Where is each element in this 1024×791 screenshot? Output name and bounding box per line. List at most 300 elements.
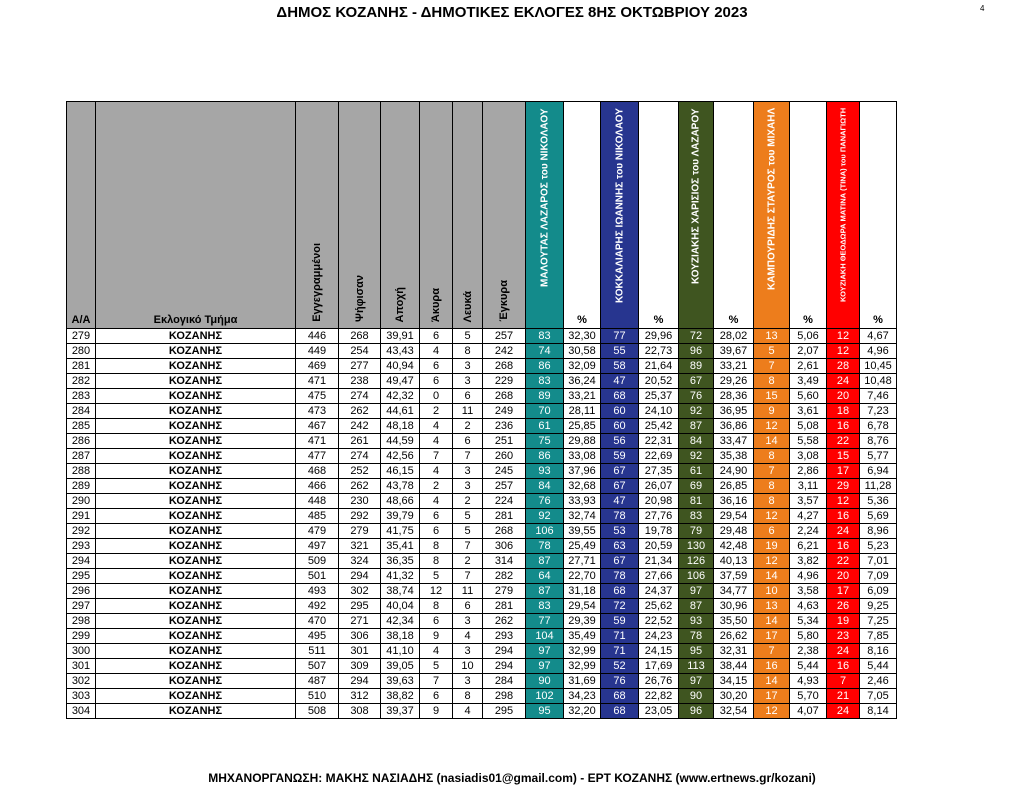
cell-registered: 471 <box>296 434 339 449</box>
cell-abstention: 46,15 <box>381 464 420 479</box>
cell-invalid: 4 <box>420 344 453 359</box>
cell-cand4-votes: 13 <box>754 329 790 344</box>
cell-invalid: 4 <box>420 464 453 479</box>
cell-invalid: 12 <box>420 584 453 599</box>
cell-cand2-votes: 67 <box>601 479 639 494</box>
cell-cand4-pct: 2,38 <box>790 644 827 659</box>
cell-valid: 257 <box>483 479 526 494</box>
header-valid: Έγκυρα <box>483 102 526 329</box>
cell-cand1-votes: 97 <box>526 644 564 659</box>
cell-registered: 467 <box>296 419 339 434</box>
cell-cand5-pct: 10,48 <box>860 374 897 389</box>
cell-cand4-pct: 3,11 <box>790 479 827 494</box>
cell-cand2-pct: 27,66 <box>639 569 679 584</box>
cell-cand3-pct: 32,54 <box>714 704 754 719</box>
cell-invalid: 2 <box>420 404 453 419</box>
cell-cand1-pct: 29,88 <box>564 434 601 449</box>
table-row <box>67 674 897 689</box>
cell-cand1-pct: 33,21 <box>564 389 601 404</box>
cell-cand4-pct: 4,07 <box>790 704 827 719</box>
cell-blank: 5 <box>453 329 483 344</box>
cell-cand5-votes: 16 <box>827 419 860 434</box>
cell-cand1-pct: 22,70 <box>564 569 601 584</box>
cell-abstention: 41,32 <box>381 569 420 584</box>
cell-cand1-votes: 84 <box>526 479 564 494</box>
table-row <box>67 689 897 704</box>
cell-cand3-votes: 69 <box>679 479 714 494</box>
cell-aa: 293 <box>67 539 96 554</box>
cell-cand4-pct: 3,57 <box>790 494 827 509</box>
cell-cand4-pct: 2,61 <box>790 359 827 374</box>
header-candidate-3: ΚΟΥΖΙΑΚΗΣ ΧΑΡΙΣΙΟΣ του ΛΑΖΑΡΟΥ <box>679 102 714 329</box>
cell-cand4-votes: 10 <box>754 584 790 599</box>
cell-invalid: 6 <box>420 614 453 629</box>
cell-cand2-votes: 67 <box>601 554 639 569</box>
cell-cand5-pct: 8,14 <box>860 704 897 719</box>
cell-section: ΚΟΖΑΝΗΣ <box>96 434 296 449</box>
cell-cand1-votes: 78 <box>526 539 564 554</box>
cell-voted: 254 <box>339 344 381 359</box>
cell-cand1-votes: 87 <box>526 554 564 569</box>
cell-cand2-pct: 22,69 <box>639 449 679 464</box>
cell-cand4-pct: 3,82 <box>790 554 827 569</box>
cell-cand3-votes: 126 <box>679 554 714 569</box>
cell-valid: 293 <box>483 629 526 644</box>
header-candidate-1: ΜΑΛΟΥΤΑΣ ΛΑΖΑΡΟΣ του ΝΙΚΟΛΑΟΥ <box>526 102 564 329</box>
cell-voted: 294 <box>339 569 381 584</box>
cell-cand5-pct: 4,96 <box>860 344 897 359</box>
cell-abstention: 42,56 <box>381 449 420 464</box>
cell-section: ΚΟΖΑΝΗΣ <box>96 599 296 614</box>
cell-registered: 501 <box>296 569 339 584</box>
cell-cand4-votes: 14 <box>754 569 790 584</box>
cell-aa: 285 <box>67 419 96 434</box>
cell-cand2-votes: 67 <box>601 464 639 479</box>
cell-cand1-votes: 97 <box>526 659 564 674</box>
cell-cand5-votes: 23 <box>827 629 860 644</box>
cell-cand4-pct: 5,58 <box>790 434 827 449</box>
cell-cand5-pct: 7,09 <box>860 569 897 584</box>
cell-cand3-pct: 37,59 <box>714 569 754 584</box>
cell-valid: 281 <box>483 599 526 614</box>
cell-abstention: 39,79 <box>381 509 420 524</box>
cell-cand5-pct: 8,76 <box>860 434 897 449</box>
cell-blank: 5 <box>453 524 483 539</box>
cell-cand2-pct: 24,10 <box>639 404 679 419</box>
cell-cand2-pct: 19,78 <box>639 524 679 539</box>
cell-cand3-pct: 30,96 <box>714 599 754 614</box>
cell-cand2-votes: 53 <box>601 524 639 539</box>
cell-invalid: 6 <box>420 689 453 704</box>
cell-blank: 4 <box>453 704 483 719</box>
header-voted: Ψήφισαν <box>339 102 381 329</box>
cell-cand3-votes: 93 <box>679 614 714 629</box>
cell-aa: 289 <box>67 479 96 494</box>
cell-cand2-pct: 20,98 <box>639 494 679 509</box>
cell-voted: 262 <box>339 404 381 419</box>
cell-abstention: 43,78 <box>381 479 420 494</box>
cell-abstention: 39,05 <box>381 659 420 674</box>
page-number: 4 <box>980 4 985 13</box>
cell-cand3-votes: 92 <box>679 404 714 419</box>
cell-section: ΚΟΖΑΝΗΣ <box>96 374 296 389</box>
cell-cand3-votes: 90 <box>679 689 714 704</box>
cell-section: ΚΟΖΑΝΗΣ <box>96 704 296 719</box>
cell-valid: 298 <box>483 689 526 704</box>
cell-cand1-votes: 90 <box>526 674 564 689</box>
cell-cand3-pct: 30,20 <box>714 689 754 704</box>
cell-aa: 286 <box>67 434 96 449</box>
cell-cand5-pct: 7,23 <box>860 404 897 419</box>
table-row <box>67 509 897 524</box>
cell-abstention: 42,34 <box>381 614 420 629</box>
cell-section: ΚΟΖΑΝΗΣ <box>96 644 296 659</box>
cell-cand3-votes: 72 <box>679 329 714 344</box>
header-candidate-4: ΚΑΜΠΟΥΡΙΔΗΣ ΣΤΑΥΡΟΣ του ΜΙΧΑΗΛ <box>754 102 790 329</box>
cell-cand4-pct: 4,27 <box>790 509 827 524</box>
cell-cand1-votes: 77 <box>526 614 564 629</box>
table-row <box>67 629 897 644</box>
cell-cand2-pct: 25,42 <box>639 419 679 434</box>
cell-cand3-pct: 26,62 <box>714 629 754 644</box>
cell-cand1-votes: 102 <box>526 689 564 704</box>
cell-registered: 466 <box>296 479 339 494</box>
cell-cand3-votes: 76 <box>679 389 714 404</box>
cell-cand3-pct: 34,77 <box>714 584 754 599</box>
cell-cand5-votes: 22 <box>827 554 860 569</box>
cell-cand4-pct: 5,34 <box>790 614 827 629</box>
cell-abstention: 39,63 <box>381 674 420 689</box>
cell-aa: 283 <box>67 389 96 404</box>
cell-cand4-pct: 3,61 <box>790 404 827 419</box>
cell-invalid: 8 <box>420 539 453 554</box>
cell-registered: 471 <box>296 374 339 389</box>
table-row <box>67 584 897 599</box>
cell-cand1-pct: 32,99 <box>564 644 601 659</box>
cell-cand5-votes: 17 <box>827 464 860 479</box>
cell-blank: 3 <box>453 614 483 629</box>
cell-cand2-votes: 63 <box>601 539 639 554</box>
cell-cand2-pct: 20,59 <box>639 539 679 554</box>
cell-registered: 449 <box>296 344 339 359</box>
cell-section: ΚΟΖΑΝΗΣ <box>96 674 296 689</box>
cell-cand5-pct: 8,16 <box>860 644 897 659</box>
table-row <box>67 404 897 419</box>
cell-valid: 229 <box>483 374 526 389</box>
cell-cand5-pct: 5,36 <box>860 494 897 509</box>
cell-valid: 249 <box>483 404 526 419</box>
cell-voted: 274 <box>339 389 381 404</box>
cell-valid: 236 <box>483 419 526 434</box>
cell-cand5-votes: 17 <box>827 584 860 599</box>
cell-valid: 268 <box>483 524 526 539</box>
table-row <box>67 434 897 449</box>
header-blank: Λευκά <box>453 102 483 329</box>
cell-registered: 446 <box>296 329 339 344</box>
cell-valid: 282 <box>483 569 526 584</box>
cell-cand5-votes: 16 <box>827 659 860 674</box>
cell-cand3-pct: 36,16 <box>714 494 754 509</box>
cell-cand1-votes: 83 <box>526 599 564 614</box>
cell-cand5-pct: 4,67 <box>860 329 897 344</box>
cell-abstention: 44,61 <box>381 404 420 419</box>
page-title: ΔΗΜΟΣ ΚΟΖΑΝΗΣ - ΔΗΜΟΤΙΚΕΣ ΕΚΛΟΓΕΣ 8ΗΣ ΟΚΤΩΒΡΙΟΥ 2023 <box>276 4 748 21</box>
cell-invalid: 4 <box>420 419 453 434</box>
cell-cand3-pct: 32,31 <box>714 644 754 659</box>
cell-cand3-pct: 28,02 <box>714 329 754 344</box>
cell-cand5-votes: 20 <box>827 569 860 584</box>
cell-cand4-votes: 14 <box>754 674 790 689</box>
cell-abstention: 40,04 <box>381 599 420 614</box>
cell-cand1-votes: 76 <box>526 494 564 509</box>
cell-blank: 3 <box>453 674 483 689</box>
cell-aa: 303 <box>67 689 96 704</box>
cell-invalid: 6 <box>420 329 453 344</box>
table-row <box>67 539 897 554</box>
cell-voted: 274 <box>339 449 381 464</box>
cell-cand3-votes: 83 <box>679 509 714 524</box>
cell-cand3-votes: 61 <box>679 464 714 479</box>
table-row <box>67 344 897 359</box>
cell-cand5-pct: 6,09 <box>860 584 897 599</box>
cell-voted: 324 <box>339 554 381 569</box>
cell-cand5-votes: 29 <box>827 479 860 494</box>
cell-abstention: 36,35 <box>381 554 420 569</box>
cell-abstention: 38,74 <box>381 584 420 599</box>
cell-invalid: 4 <box>420 644 453 659</box>
cell-cand2-pct: 23,05 <box>639 704 679 719</box>
cell-cand2-pct: 21,34 <box>639 554 679 569</box>
cell-cand2-pct: 26,07 <box>639 479 679 494</box>
header-candidate-2: ΚΟΚΚΑΛΙΑΡΗΣ ΙΩΑΝΝΗΣ του ΝΙΚΟΛΑΟΥ <box>601 102 639 329</box>
cell-cand3-votes: 92 <box>679 449 714 464</box>
cell-cand5-votes: 20 <box>827 389 860 404</box>
cell-invalid: 7 <box>420 449 453 464</box>
cell-cand4-votes: 8 <box>754 374 790 389</box>
cell-blank: 3 <box>453 359 483 374</box>
cell-valid: 281 <box>483 509 526 524</box>
cell-cand2-pct: 24,15 <box>639 644 679 659</box>
cell-cand3-pct: 29,54 <box>714 509 754 524</box>
cell-cand5-votes: 16 <box>827 539 860 554</box>
cell-cand3-pct: 42,48 <box>714 539 754 554</box>
cell-cand4-pct: 3,49 <box>790 374 827 389</box>
cell-abstention: 35,41 <box>381 539 420 554</box>
cell-blank: 8 <box>453 344 483 359</box>
cell-section: ΚΟΖΑΝΗΣ <box>96 554 296 569</box>
cell-registered: 507 <box>296 659 339 674</box>
cell-cand2-votes: 59 <box>601 449 639 464</box>
cell-voted: 230 <box>339 494 381 509</box>
table-row <box>67 419 897 434</box>
cell-cand1-votes: 61 <box>526 419 564 434</box>
cell-cand1-pct: 32,09 <box>564 359 601 374</box>
cell-cand1-votes: 83 <box>526 329 564 344</box>
cell-cand5-pct: 7,01 <box>860 554 897 569</box>
cell-cand5-pct: 5,44 <box>860 659 897 674</box>
cell-cand3-pct: 33,21 <box>714 359 754 374</box>
cell-cand4-votes: 17 <box>754 629 790 644</box>
cell-voted: 294 <box>339 674 381 689</box>
cell-section: ΚΟΖΑΝΗΣ <box>96 584 296 599</box>
cell-section: ΚΟΖΑΝΗΣ <box>96 614 296 629</box>
header-pct-4: % <box>790 102 827 329</box>
cell-section: ΚΟΖΑΝΗΣ <box>96 464 296 479</box>
cell-aa: 304 <box>67 704 96 719</box>
cell-section: ΚΟΖΑΝΗΣ <box>96 494 296 509</box>
table-row <box>67 479 897 494</box>
cell-section: ΚΟΖΑΝΗΣ <box>96 689 296 704</box>
cell-cand2-votes: 60 <box>601 419 639 434</box>
cell-cand4-pct: 2,07 <box>790 344 827 359</box>
cell-voted: 321 <box>339 539 381 554</box>
cell-cand3-votes: 87 <box>679 599 714 614</box>
cell-invalid: 8 <box>420 599 453 614</box>
cell-cand5-pct: 10,45 <box>860 359 897 374</box>
cell-registered: 508 <box>296 704 339 719</box>
cell-invalid: 5 <box>420 569 453 584</box>
cell-invalid: 6 <box>420 374 453 389</box>
cell-cand5-pct: 8,96 <box>860 524 897 539</box>
header-invalid: Άκυρα <box>420 102 453 329</box>
cell-voted: 301 <box>339 644 381 659</box>
header-pct-2: % <box>639 102 679 329</box>
cell-cand4-votes: 12 <box>754 419 790 434</box>
cell-registered: 477 <box>296 449 339 464</box>
cell-blank: 3 <box>453 479 483 494</box>
cell-abstention: 38,82 <box>381 689 420 704</box>
cell-aa: 288 <box>67 464 96 479</box>
cell-cand2-votes: 72 <box>601 599 639 614</box>
cell-registered: 469 <box>296 359 339 374</box>
table-row <box>67 374 897 389</box>
cell-abstention: 41,10 <box>381 644 420 659</box>
cell-invalid: 7 <box>420 674 453 689</box>
cell-abstention: 42,32 <box>381 389 420 404</box>
cell-invalid: 4 <box>420 434 453 449</box>
cell-cand2-votes: 58 <box>601 359 639 374</box>
cell-cand4-votes: 7 <box>754 464 790 479</box>
cell-cand4-votes: 5 <box>754 344 790 359</box>
table-row <box>67 644 897 659</box>
header-pct-1: % <box>564 102 601 329</box>
cell-registered: 510 <box>296 689 339 704</box>
cell-cand3-pct: 29,48 <box>714 524 754 539</box>
cell-cand4-pct: 6,21 <box>790 539 827 554</box>
cell-cand5-votes: 24 <box>827 524 860 539</box>
cell-invalid: 9 <box>420 629 453 644</box>
cell-invalid: 8 <box>420 554 453 569</box>
cell-abstention: 44,59 <box>381 434 420 449</box>
cell-cand4-pct: 2,24 <box>790 524 827 539</box>
cell-cand4-pct: 3,08 <box>790 449 827 464</box>
cell-cand2-votes: 47 <box>601 494 639 509</box>
cell-cand3-votes: 87 <box>679 419 714 434</box>
cell-valid: 257 <box>483 329 526 344</box>
cell-aa: 279 <box>67 329 96 344</box>
table-row <box>67 569 897 584</box>
cell-cand4-votes: 8 <box>754 479 790 494</box>
cell-cand3-pct: 26,85 <box>714 479 754 494</box>
cell-cand2-votes: 60 <box>601 404 639 419</box>
cell-cand4-votes: 14 <box>754 434 790 449</box>
cell-cand4-votes: 8 <box>754 449 790 464</box>
cell-voted: 268 <box>339 329 381 344</box>
cell-cand1-votes: 106 <box>526 524 564 539</box>
table-row <box>67 704 897 719</box>
cell-invalid: 4 <box>420 494 453 509</box>
cell-cand3-pct: 38,44 <box>714 659 754 674</box>
cell-cand1-votes: 89 <box>526 389 564 404</box>
header-aa: Α/Α <box>67 102 96 329</box>
cell-cand1-pct: 34,23 <box>564 689 601 704</box>
cell-cand1-votes: 104 <box>526 629 564 644</box>
cell-cand4-votes: 15 <box>754 389 790 404</box>
cell-cand3-votes: 113 <box>679 659 714 674</box>
cell-aa: 287 <box>67 449 96 464</box>
cell-section: ΚΟΖΑΝΗΣ <box>96 329 296 344</box>
cell-cand4-pct: 5,70 <box>790 689 827 704</box>
cell-cand1-votes: 86 <box>526 449 564 464</box>
cell-cand2-votes: 71 <box>601 644 639 659</box>
cell-cand3-pct: 35,38 <box>714 449 754 464</box>
cell-cand4-votes: 7 <box>754 359 790 374</box>
cell-cand2-votes: 59 <box>601 614 639 629</box>
cell-voted: 271 <box>339 614 381 629</box>
cell-cand2-votes: 68 <box>601 389 639 404</box>
cell-cand1-votes: 70 <box>526 404 564 419</box>
cell-voted: 312 <box>339 689 381 704</box>
cell-valid: 294 <box>483 644 526 659</box>
cell-aa: 281 <box>67 359 96 374</box>
cell-invalid: 6 <box>420 509 453 524</box>
cell-cand1-votes: 83 <box>526 374 564 389</box>
cell-invalid: 2 <box>420 479 453 494</box>
table-row <box>67 524 897 539</box>
cell-cand1-pct: 29,54 <box>564 599 601 614</box>
cell-cand3-votes: 130 <box>679 539 714 554</box>
cell-cand5-votes: 24 <box>827 374 860 389</box>
cell-cand4-pct: 5,06 <box>790 329 827 344</box>
cell-section: ΚΟΖΑΝΗΣ <box>96 404 296 419</box>
cell-cand2-votes: 68 <box>601 704 639 719</box>
cell-blank: 3 <box>453 464 483 479</box>
cell-registered: 509 <box>296 554 339 569</box>
cell-abstention: 43,43 <box>381 344 420 359</box>
cell-invalid: 6 <box>420 359 453 374</box>
results-table <box>66 101 897 719</box>
cell-cand4-votes: 13 <box>754 599 790 614</box>
cell-cand1-pct: 31,18 <box>564 584 601 599</box>
cell-blank: 3 <box>453 644 483 659</box>
cell-blank: 6 <box>453 599 483 614</box>
cell-aa: 292 <box>67 524 96 539</box>
cell-aa: 299 <box>67 629 96 644</box>
cell-invalid: 6 <box>420 524 453 539</box>
cell-abstention: 40,94 <box>381 359 420 374</box>
cell-cand2-pct: 17,69 <box>639 659 679 674</box>
cell-section: ΚΟΖΑΝΗΣ <box>96 419 296 434</box>
header-candidate-5: ΚΟΥΖΙΑΚΗ ΘΕΟΔΩΡΑ ΜΑΤΙΝΑ (ΤΙΝΑ) του ΠΑΝΑΓΙΩΤΗ <box>827 102 860 329</box>
cell-cand4-votes: 16 <box>754 659 790 674</box>
cell-registered: 485 <box>296 509 339 524</box>
cell-cand5-pct: 6,78 <box>860 419 897 434</box>
cell-valid: 260 <box>483 449 526 464</box>
cell-section: ΚΟΖΑΝΗΣ <box>96 659 296 674</box>
cell-cand3-votes: 96 <box>679 344 714 359</box>
cell-blank: 5 <box>453 509 483 524</box>
cell-cand2-votes: 55 <box>601 344 639 359</box>
